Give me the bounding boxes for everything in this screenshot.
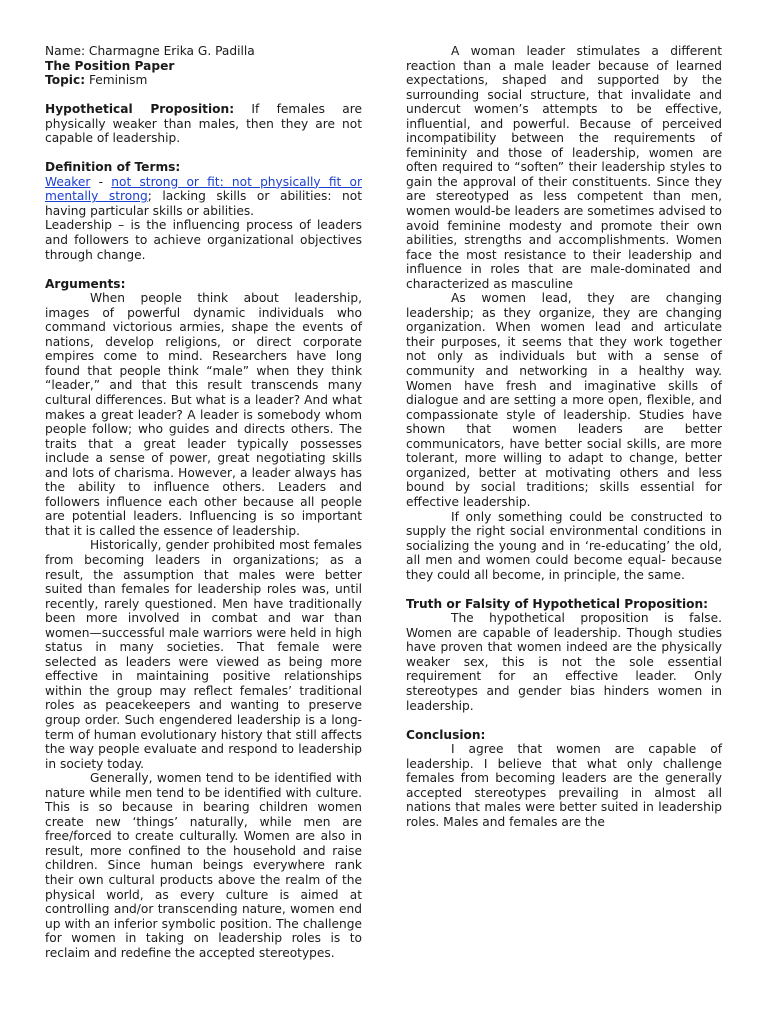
hypothesis-text: If females are physically weaker than males, then they are not capable of leadership. [45, 102, 362, 146]
document-title: The Position Paper [45, 58, 175, 73]
topic-label: Topic: [45, 73, 86, 88]
argument-paragraph-4: A woman leader stimulates a different reaction than a male leader because of learned expectations, shaped and supported by the surrounding social structure, that invalidate and undercut women’s attempts to be effective, influential, and powerful. Because of perceived incompatibility between the requirements of femininity and those of leadership, women are often required to “soften” their leadership styles to gain the approval of their constituents. Since they are stereotyped as less competent than men, women would-be leaders are sometimes advised to avoid feminine modesty and promote their own abilities, strengths and accomplishments. Women face the most resistance to their leadership and influence in roles that are male-dominated and characterized as masculine [406, 44, 722, 291]
argument-paragraph-3: Generally, women tend to be identified with nature while men tend to be identified with culture. This is so because in bearing children women create new ‘things’ naturally, while men are free/forced to create culturally. Women are also in result, more confined to the household and raise children. Since human beings everywhere rank their own cultural products above the realm of the physical world, as every culture is aimed at controlling and/or transcending nature, women end up with an inferior symbolic position. The challenge for women in taking on leadership roles is to reclaim and redefine the accepted stereotypes. [45, 771, 362, 960]
argument-paragraph-6: If only something could be constructed to supply the right social environmental conditions in socializing the young and in ‘re-educating’ the old, all men and women could become equal- because they could all become, in principle, the same. [406, 509, 722, 582]
definition-leadership: Leadership – is the influencing process of leaders and followers to achieve organizational objectives through change. [45, 218, 362, 262]
argument-paragraph-1: When people think about leadership, images of powerful dynamic individuals who command victorious armies, shape the events of nations, develop religions, or direct corporate empires come to mind. Researchers have long found that people think “male” when they think “leader,” and that this result transcends many cultural differences. But what is a leader? And what makes a great leader? A leader is somebody whom people follow; who guides and directs others. The traits that a great leader typically possesses include a sense of power, great negotiating skills and lots of charisma. However, a leader always has the ability to influence others. Leaders and followers influence each other because all people are potential leaders. Influencing is so important that it is called the essence of leadership. [45, 291, 362, 538]
conclusion-text: I agree that women are capable of leadership. I believe that what only challenge females from becoming leaders are the generally accepted stereotypes prevailing in almost all nations that males were better suited in leadership roles. Males and females are the [406, 742, 722, 829]
topic-line [45, 73, 362, 88]
topic-value: Feminism [85, 73, 148, 88]
weaker-separator: - [90, 174, 112, 189]
weaker-definition-link[interactable]: not strong or fit: not physically fit or mentally strong [45, 174, 362, 204]
conclusion-heading: Conclusion: [406, 727, 486, 742]
author-name-line: Name: Charmagne Erika G. Padilla [45, 44, 255, 58]
weaker-term-link[interactable]: Weaker [45, 174, 91, 189]
argument-paragraph-2: Historically, gender prohibited most females from becoming leaders in organizations; as a result, the assumption that males were better suited than females for leadership roles was, until recently, rarely questioned. Men have traditionally been more involved in combat and war than women—successful male warriors were held in high status in many societies. That female were selected as leaders were viewed as being more effective in maintaining positive relationships within the group may reflect females’ traditional roles as peacekeepers and wanting to preserve group order. Such engendered leadership is a long-term of human evolutionary history that still affects the way people evaluate and respond to leadership in society today. [45, 538, 362, 771]
definition-weaker [45, 175, 362, 219]
arguments-heading: Arguments: [45, 276, 126, 291]
right-column [406, 44, 722, 829]
truth-text: The hypothetical proposition is false. Women are capable of leadership. Though studies have proven that women indeed are the physically weaker sex, this is not the sole essential requirement for an effective leader. Only stereotypes and gender bias hinders women in leadership. [406, 611, 722, 713]
hypothesis-label: Hypothetical Proposition: [45, 102, 235, 117]
left-column [45, 44, 362, 960]
argument-paragraph-5: As women lead, they are changing leadership; as they organize, they are changing organization. When women lead and articulate their purposes, it seems that they work together not only as individuals but with a sense of community and networking in a healthy way. Women have fresh and imaginative skills of dialogue and are setting a more open, flexible, and compassionate style of leadership. Studies have shown that women leaders are better communicators, have better social skills, are more tolerant, more willing to adapt to change, better organized, better at motivating others and less bound by social traditions; skills essential for effective leadership. [406, 291, 722, 509]
weaker-definition-rest: ; lacking skills or abilities: not having particular skills or abilities. [45, 189, 362, 218]
hypothetical-proposition [45, 102, 362, 146]
definitions-heading: Definition of Terms: [45, 160, 181, 175]
truth-heading: Truth or Falsity of Hypothetical Proposition: [406, 596, 709, 611]
